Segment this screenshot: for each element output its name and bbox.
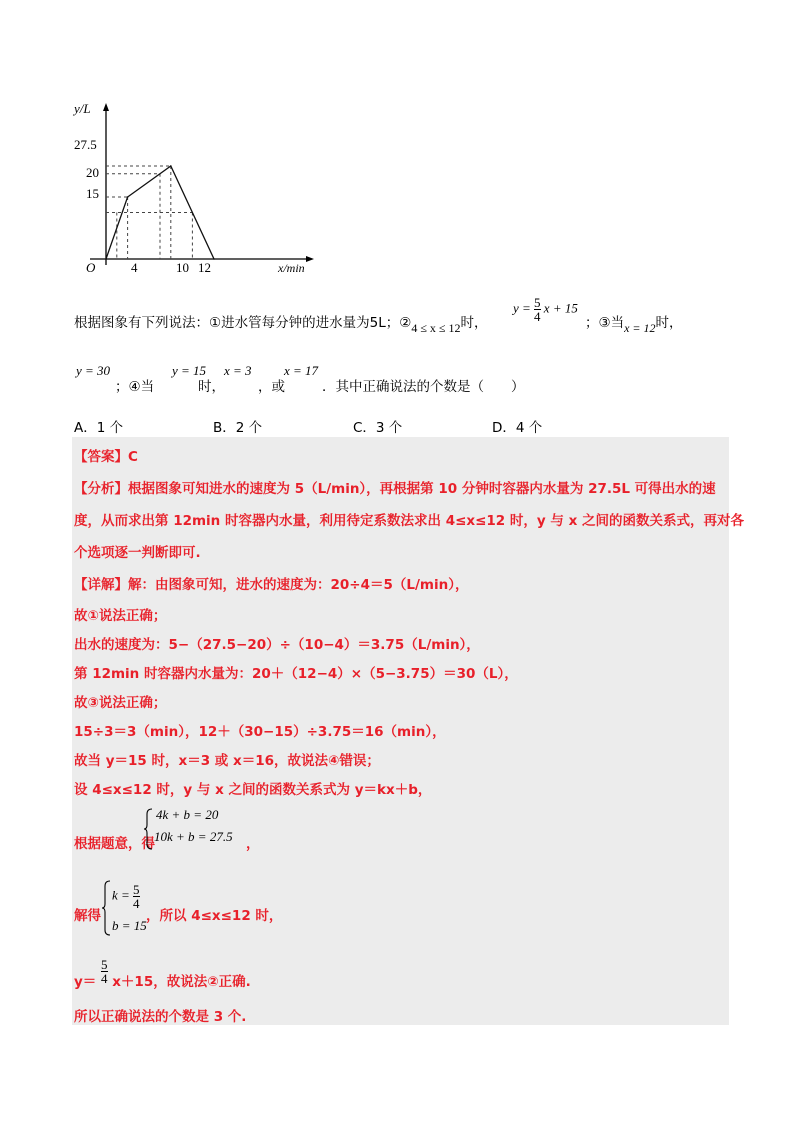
detail-line-5: 故③说法正确； <box>74 695 167 711</box>
answer-line <box>74 445 138 465</box>
detail-line-8: 设 4≤x≤12 时，y 与 x 之间的函数关系式为 y＝kx＋b， <box>74 782 432 798</box>
answer-tag: 【答案】 <box>74 449 128 465</box>
system-2-k <box>112 883 140 910</box>
detail-line-1 <box>74 573 468 593</box>
detail-line-10-prefix: 解得 <box>74 908 101 924</box>
detail-line-4: 第 12min 时容器内水量为：20＋（12−4）×（5−3.75）＝30（L）， <box>74 666 518 682</box>
question-shi-2: 时， <box>655 315 683 331</box>
s3-prefix: ；③当 <box>585 315 625 331</box>
sys2-k-lhs: k = <box>112 887 130 903</box>
huo: ，或 <box>258 379 285 395</box>
detail-line-6: 15÷3＝3（min），12＋（30−15）÷3.75＝16（min）， <box>74 724 446 740</box>
eq-fraction <box>534 296 541 323</box>
y15: y = 15 <box>172 363 207 378</box>
l11-frac-den: 4 <box>101 971 108 986</box>
detail-line-2: 故①说法正确； <box>74 608 167 624</box>
s4-prefix: ；④当 <box>115 379 155 395</box>
l11-y: y＝ <box>74 973 97 990</box>
point-0 <box>105 258 107 260</box>
system-2-b: b = 15 <box>112 918 147 933</box>
water-volume-graph <box>70 95 330 275</box>
analysis-line-3: 个选项逐一判断即可. <box>74 545 201 561</box>
detail-line-3: 出水的速度为：5−（27.5−20）÷（10−4）＝3.75（L/min）， <box>74 637 480 653</box>
option-c[interactable]: C．3 个 <box>353 420 403 436</box>
dashed-guides <box>106 166 192 259</box>
y-tick-15: 15 <box>86 186 99 201</box>
y-axis-arrow <box>103 103 109 111</box>
option-d[interactable]: D．4 个 <box>492 420 543 436</box>
question-line-1 <box>74 311 488 335</box>
condition-range: 4 ≤ x ≤ 12 <box>411 321 461 335</box>
point-3 <box>213 258 215 260</box>
eq-y-lhs: y = <box>513 300 531 316</box>
question-shi-3: 时， <box>198 379 225 395</box>
system-brace-1 <box>144 808 154 850</box>
detail-line-7: 故当 y＝15 时，x＝3 或 x＝16，故说法④错误； <box>74 753 380 769</box>
x-tick-10: 10 <box>176 260 189 275</box>
question-line-1b <box>585 311 683 335</box>
y30: y = 30 <box>76 363 111 378</box>
detail-line-11 <box>74 957 251 990</box>
l11-fraction <box>101 958 108 985</box>
detail-line-10-suffix: ，所以 4≤x≤12 时， <box>146 908 283 924</box>
question-shi-1: 时， <box>460 315 488 331</box>
y-tick-27-5: 27.5 <box>74 137 97 152</box>
analysis-tag: 【分析】 <box>74 481 128 497</box>
eq-tail: x + 15 <box>543 300 578 316</box>
frac-numerator: 5 <box>534 295 541 310</box>
system-1-eq-a: 4k + b = 20 <box>156 807 219 822</box>
origin-label: O <box>86 260 96 275</box>
detail-line-12: 所以正确说法的个数是 3 个. <box>74 1009 247 1025</box>
analysis-line-2: 度，从而求出第 12min 时容器内水量，利用待定系数法求出 4≤x≤12 时，y 与 x 之间的函数关系式，再对各 <box>74 513 745 529</box>
point-1 <box>127 196 129 198</box>
analysis-line-1 <box>74 477 716 497</box>
detail-line-9-prefix: 根据题意，得 <box>74 836 155 852</box>
y-axis-label: y/L <box>74 101 91 116</box>
system-1-eq-b: 10k + b = 27.5 <box>154 829 233 844</box>
cond-x12: x = 12 <box>624 321 656 335</box>
x-tick-4: 4 <box>131 260 138 275</box>
x-axis-arrow <box>306 256 314 262</box>
x-tick-12: 12 <box>198 260 211 275</box>
system-brace-2 <box>102 880 112 936</box>
equation-y <box>513 296 578 323</box>
question-intro: 根据图象有下列说法：①进水管每分钟的进水量为5L；② <box>74 315 412 331</box>
x-axis-label: x/min <box>278 261 305 275</box>
x3: x = 3 <box>224 363 252 378</box>
option-a[interactable]: A．1 个 <box>74 420 124 436</box>
detail-tag: 【详解】 <box>74 577 128 593</box>
y-tick-20: 20 <box>86 165 99 180</box>
question-ending: ．其中正确说法的个数是（ ） <box>322 379 525 395</box>
frac-denominator: 4 <box>534 309 541 324</box>
x17: x = 17 <box>284 363 319 378</box>
sys2-frac-den: 4 <box>133 896 140 911</box>
sys2-fraction <box>133 883 140 910</box>
point-2 <box>170 165 172 167</box>
option-b[interactable]: B．2 个 <box>213 420 263 436</box>
l11-tail: x＋15，故说法②正确. <box>112 973 251 990</box>
l11-frac-num: 5 <box>101 957 108 972</box>
analysis-text-1: 根据图象可知进水的速度为 5（L/min），再根据第 10 分钟时容器内水量为 27.5L 可得出水的速 <box>128 481 716 497</box>
sys2-frac-num: 5 <box>133 882 140 897</box>
answer-value: C <box>128 449 138 465</box>
detail-text-1: 解：由图象可知，进水的速度为：20÷4＝5（L/min）， <box>128 577 469 593</box>
detail-line-9-suffix: ， <box>246 836 260 852</box>
